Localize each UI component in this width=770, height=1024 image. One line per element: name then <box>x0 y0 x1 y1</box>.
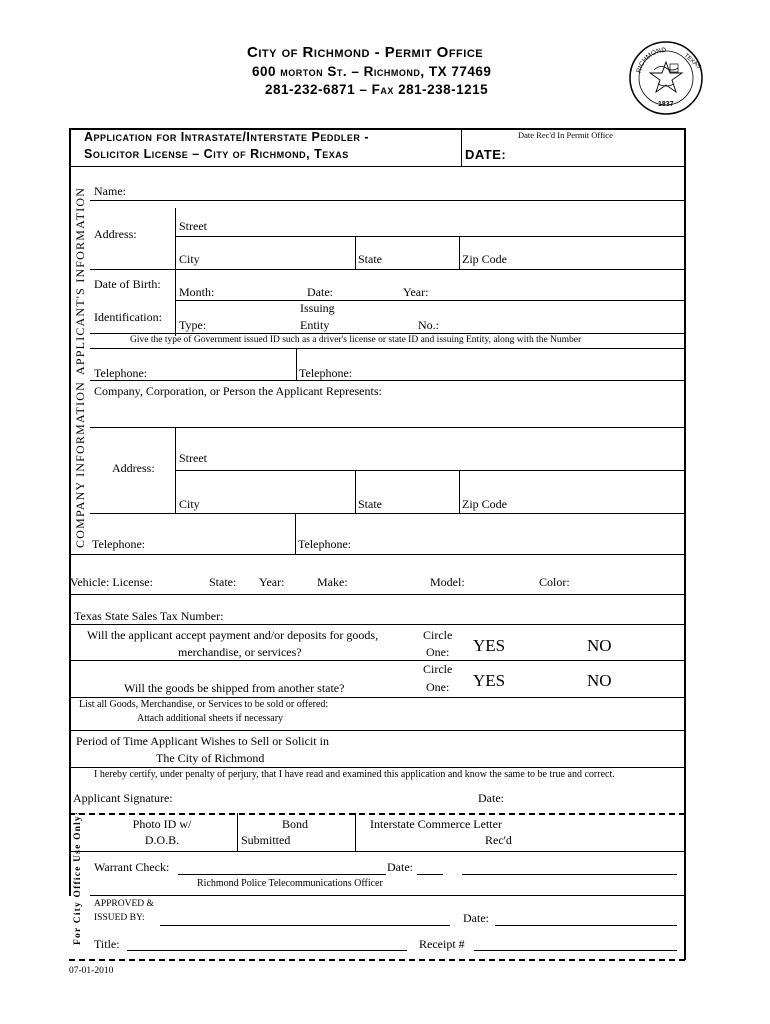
title-label: Title: <box>94 937 120 951</box>
warrant-check-label: Warrant Check: <box>94 860 170 874</box>
state-label[interactable]: State <box>358 252 382 266</box>
vehicle-color-label[interactable]: Color: <box>539 575 570 589</box>
city-seal-logo <box>628 40 704 121</box>
sales-tax-label[interactable]: Texas State Sales Tax Number: <box>74 609 224 623</box>
seal-year: 1837 <box>658 101 674 108</box>
company-telephone-1[interactable]: Telephone: <box>92 537 146 551</box>
circle-label-1: Circle <box>423 628 453 642</box>
id-issuing: Issuing <box>300 301 335 315</box>
vehicle-year-label[interactable]: Year: <box>259 575 285 589</box>
name-label: Name: <box>94 184 126 198</box>
vehicle-state-label[interactable]: State: <box>209 575 237 589</box>
bond-line2: Submitted <box>241 833 291 847</box>
photo-id-line1: Photo ID w/ <box>132 817 192 831</box>
zip-label[interactable]: Zip Code <box>462 252 507 266</box>
circle-label-2: Circle <box>423 662 453 676</box>
question-payment-line2: merchandise, or services? <box>178 645 302 659</box>
approved-line1: APPROVED & <box>94 899 154 909</box>
period-label-line1: Period of Time Applicant Wishes to Sell or Solicit in <box>76 734 329 748</box>
one-label-1: One: <box>426 645 450 659</box>
dob-year[interactable]: Year: <box>403 285 429 299</box>
dob-label: Date of Birth: <box>94 277 161 291</box>
address-label: Address: <box>94 227 137 241</box>
id-number[interactable]: No.: <box>418 318 439 332</box>
company-represents-label: Company, Corporation, or Person the Applicant Represents: <box>94 384 382 398</box>
company-state-label[interactable]: State <box>358 497 382 511</box>
vehicle-make-label[interactable]: Make: <box>317 575 348 589</box>
period-label-line2: The City of Richmond <box>156 751 265 765</box>
company-address-label: Address: <box>112 461 155 475</box>
city-label[interactable]: City <box>179 252 200 266</box>
id-hint: Give the type of Government issued ID such as a driver's license or state ID and issuing Entity, along with the Number <box>130 335 582 345</box>
approved-by-field[interactable] <box>160 925 450 926</box>
form-revision-date: 07-01-2010 <box>69 966 114 976</box>
period-field[interactable] <box>69 767 685 768</box>
certify-statement: I hereby certify, under penalty of perjury, that I have read and examined this application and know the same to be true and correct. <box>94 769 615 780</box>
id-type[interactable]: Type: <box>179 318 207 332</box>
shipped-no-option[interactable]: NO <box>587 671 612 690</box>
interstate-letter-line1: Interstate Commerce Letter <box>370 817 502 831</box>
warrant-date-field[interactable] <box>462 874 677 875</box>
street-field[interactable] <box>175 236 685 237</box>
applicant-section-label: APPLICANT'S INFORMATION <box>73 186 87 375</box>
company-street-label: Street <box>179 451 207 465</box>
date-received-label: DATE: <box>465 147 507 162</box>
applicant-signature-label[interactable]: Applicant Signature: <box>73 791 173 805</box>
bond-line1: Bond <box>281 817 308 831</box>
police-officer-label: Richmond Police Telecommunications Officer <box>197 878 383 889</box>
office-title: City of Richmond - Permit Office <box>247 44 484 61</box>
vehicle-model-label[interactable]: Model: <box>430 575 465 589</box>
interstate-letter-line2: Rec'd <box>485 833 512 847</box>
company-zip-label[interactable]: Zip Code <box>462 497 507 511</box>
approved-date-field[interactable] <box>495 925 677 926</box>
seal-state: TEXAS <box>682 52 702 71</box>
company-street-field[interactable] <box>175 470 685 471</box>
signature-date-label[interactable]: Date: <box>478 791 504 805</box>
applicant-telephone-1[interactable]: Telephone: <box>94 366 148 380</box>
goods-field[interactable] <box>69 730 685 731</box>
identification-label: Identification: <box>94 310 162 324</box>
payment-yes-option[interactable]: YES <box>473 636 506 655</box>
dob-month[interactable]: Month: <box>179 285 215 299</box>
approved-line2: ISSUED BY: <box>94 913 145 923</box>
company-city-label[interactable]: City <box>179 497 200 511</box>
company-name-field[interactable] <box>90 427 685 428</box>
approved-date-label: Date: <box>463 911 489 925</box>
receipt-field[interactable] <box>474 950 677 951</box>
date-received-note: Date Rec'd In Permit Office <box>518 130 613 140</box>
receipt-label: Receipt # <box>419 937 465 951</box>
title-field[interactable] <box>127 950 407 951</box>
warrant-check-field[interactable] <box>178 874 386 875</box>
office-address: 600 morton St. – Richmond, TX 77469 <box>252 64 492 79</box>
question-payment-line1: Will the applicant accept payment and/or deposits for goods, <box>87 628 379 642</box>
office-phone: 281-232-6871 – Fax 281-238-1215 <box>265 82 489 97</box>
dob-date[interactable]: Date: <box>307 285 333 299</box>
one-label-2: One: <box>426 680 450 694</box>
applicant-telephone-2[interactable]: Telephone: <box>299 366 353 380</box>
photo-id-line2: D.O.B. <box>144 833 180 847</box>
warrant-date-label: Date: <box>387 860 413 874</box>
seal-text: RICHMOND <box>635 46 667 74</box>
goods-attach-note: Attach additional sheets if necessary <box>137 713 284 724</box>
form-title-line1: Application for Intrastate/Interstate Peddler - <box>84 130 369 144</box>
form-title-line2: Solicitor License – City of Richmond, Texas <box>84 147 349 161</box>
office-use-label: For City Office Use Only: <box>73 810 83 945</box>
goods-label: List all Goods, Merchandise, or Services to be sold or offered: <box>79 699 329 710</box>
question-shipped: Will the goods be shipped from another state? <box>124 681 345 695</box>
vehicle-license-label[interactable]: Vehicle: License: <box>70 575 153 589</box>
payment-no-option[interactable]: NO <box>587 636 612 655</box>
street-label: Street <box>179 219 207 233</box>
company-telephone-2[interactable]: Telephone: <box>298 537 352 551</box>
company-section-label: COMPANY INFORMATION <box>73 381 87 548</box>
id-entity[interactable]: Entity <box>300 318 330 332</box>
shipped-yes-option[interactable]: YES <box>473 671 506 690</box>
name-field[interactable] <box>90 200 685 201</box>
